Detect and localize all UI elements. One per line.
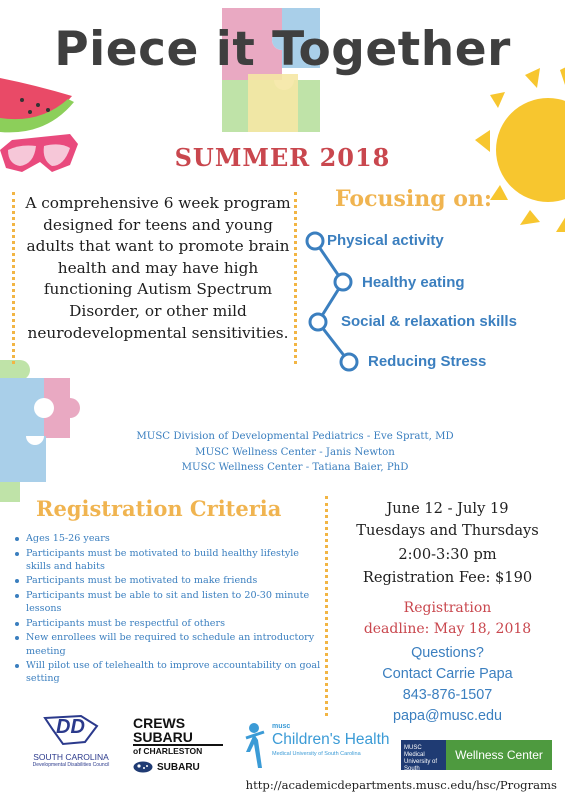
- schedule-dates: June 12 - July 19: [386, 500, 509, 517]
- dd-subtitle: Developmental Disabilities Council: [32, 762, 110, 768]
- focus-item: Physical activity: [327, 232, 444, 249]
- crews-text: CREWS: [133, 715, 186, 731]
- puzzle-pieces-left-icon: [0, 360, 80, 502]
- focus-title: Focusing on:: [335, 186, 493, 212]
- registration-fee: Registration Fee: $190: [362, 569, 533, 586]
- schedule-time: 2:00-3:30 pm: [398, 546, 497, 563]
- contact-phone: 843-876-1507: [402, 687, 493, 703]
- subaru-stars-icon: [133, 761, 153, 773]
- focus-connector-icon: [307, 233, 357, 370]
- dd-council-logo: [26, 712, 116, 774]
- list-item: Participants must be respectful of others: [14, 617, 324, 630]
- child-figure-icon: [240, 718, 268, 770]
- musc-logo: MUSC Medical University of South Carolina: [401, 740, 446, 770]
- season-label: SUMMER 2018: [174, 143, 391, 172]
- subaru-text: SUBARU: [133, 729, 193, 745]
- page-title: Piece it Together: [54, 22, 511, 77]
- registration-title: Registration Criteria: [36, 496, 282, 521]
- crews-subaru-logo: [133, 716, 223, 776]
- musc-small-text: musc: [272, 723, 291, 730]
- list-item: Participants must be motivated to build healthy lifestyle skills and habits: [14, 547, 324, 573]
- deadline-date: deadline: May 18, 2018: [363, 621, 532, 637]
- focus-item: Reducing Stress: [368, 353, 487, 370]
- childrens-health-logo: [240, 718, 390, 774]
- childrens-health-text: Children's Health: [272, 731, 390, 748]
- contact-name: Contact Carrie Papa: [382, 666, 513, 682]
- contact-email[interactable]: papa@musc.edu: [392, 708, 502, 724]
- divider-left: [12, 192, 15, 364]
- criteria-list: [14, 532, 324, 687]
- staff-line: MUSC Wellness Center - Janis Newton: [195, 447, 395, 458]
- divider-right: [325, 496, 328, 716]
- focus-item: Social & relaxation skills: [341, 313, 517, 330]
- list-item: Will pilot use of telehealth to improve accountability on goal setting: [14, 659, 324, 685]
- staff-line: MUSC Division of Developmental Pediatrics - Eve Spratt, MD: [136, 431, 454, 442]
- list-item: Participants must be motivated to make friends: [14, 574, 324, 587]
- list-item: Ages 15-26 years: [14, 532, 324, 545]
- questions-label: Questions?: [411, 645, 484, 661]
- childrens-subtitle: Medical University of South Carolina: [272, 751, 361, 757]
- footer-url[interactable]: http://academicdepartments.musc.edu/hsc/Programs: [245, 778, 557, 792]
- dd-letters: DD: [56, 716, 85, 738]
- focus-item: Healthy eating: [362, 274, 465, 291]
- dd-name: SOUTH CAROLINA: [33, 752, 109, 762]
- list-item: Participants must be able to sit and listen to 20-30 minute lessons: [14, 589, 324, 615]
- deadline-label: Registration: [403, 600, 492, 616]
- divider-middle: [294, 192, 297, 364]
- wellness-center-logo: Wellness Center: [446, 740, 552, 770]
- list-item: New enrollees will be required to schedule an introductory meeting: [14, 631, 324, 657]
- subaru-brand-text: SUBARU: [157, 761, 200, 773]
- staff-line: MUSC Wellness Center - Tatiana Baier, PhD: [181, 462, 409, 473]
- watermelon-icon: [0, 78, 74, 132]
- program-description: A comprehensive 6 week program designed for teens and young adults that want to promote brain health and may have high functioning Autism Spectrum Disorder, or other mild neurodevelopmental sensitivities.: [25, 194, 291, 342]
- of-charleston-text: of CHARLESTON: [133, 744, 223, 757]
- schedule-days: Tuesdays and Thursdays: [356, 522, 539, 539]
